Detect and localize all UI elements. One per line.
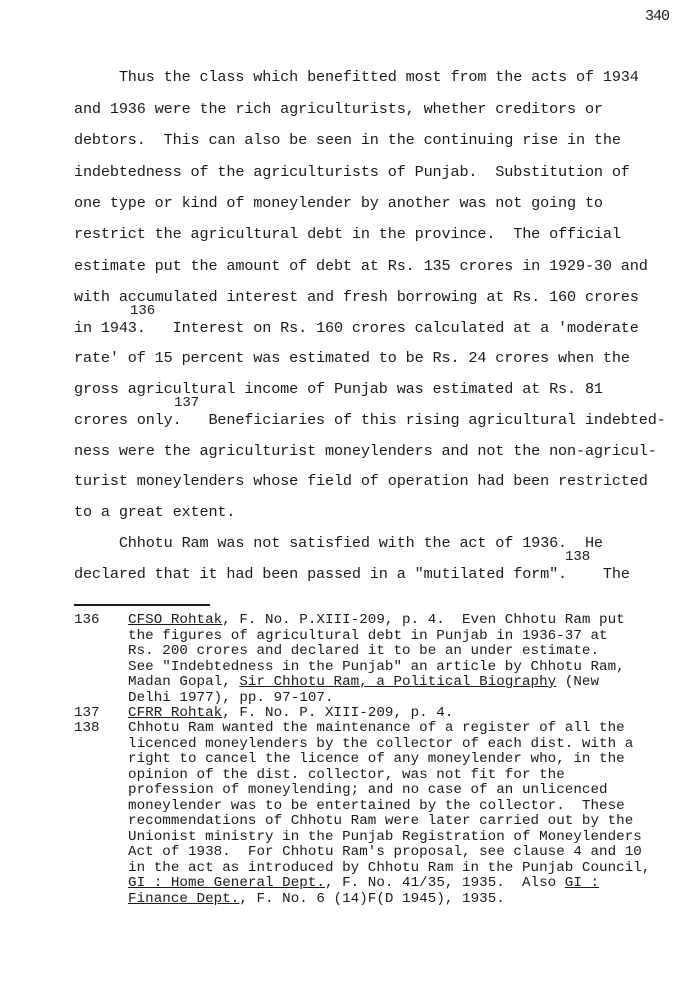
footnote-text: , F. No. 41/35, 1935. Also bbox=[324, 875, 565, 891]
footnote-text: in the act as introduced by Chhotu Ram in the Punjab Council, bbox=[128, 859, 651, 876]
footnote-reference-marker: 137 bbox=[174, 395, 200, 411]
footnote-line bbox=[128, 751, 625, 767]
page-number: 340 bbox=[645, 8, 670, 25]
footnote-line bbox=[128, 643, 599, 659]
footnote-text: Chhotu Ram wanted the maintenance of a register of all the bbox=[128, 720, 625, 736]
footnote-line bbox=[128, 690, 334, 706]
footnote-text: , F. No. P. XIII-209, p. 4. bbox=[222, 705, 454, 721]
body-line: in 1943. Interest on Rs. 160 crores calculated at a 'moderate bbox=[74, 319, 639, 337]
body-line: one type or kind of moneylender by another was not going to bbox=[74, 194, 603, 212]
footnote-text: profession of moneylending; and no case of an unlicenced bbox=[128, 782, 608, 798]
body-line: debtors. This can also be seen in the continuing rise in the bbox=[74, 131, 621, 149]
footnote-line bbox=[128, 829, 642, 845]
body-line: Chhotu Ram was not satisfied with the act of 1936. He bbox=[74, 534, 603, 552]
footnote-line bbox=[128, 674, 599, 690]
footnote-line bbox=[128, 736, 633, 752]
footnote-line bbox=[128, 813, 633, 829]
footnote-text: (New bbox=[556, 674, 600, 690]
footnote-text: , F. No. 6 (14)F(D 1945), 1935. bbox=[239, 890, 505, 907]
footnote-text: licenced moneylenders by the collector of each dist. with a bbox=[128, 735, 634, 752]
footnote-text: the figures of agricultural debt in Punjab in 1936-37 at bbox=[128, 627, 608, 644]
body-line: turist moneylenders whose field of operation had been restricted bbox=[74, 472, 648, 490]
footnote-text: opinion of the dist. collector, was not fit for the bbox=[128, 766, 565, 783]
footnote-line bbox=[128, 782, 608, 798]
footnote-line bbox=[128, 798, 625, 814]
footnote-text: Madan Gopal, bbox=[128, 674, 240, 690]
citation-title: Sir Chhotu Ram, a Political Biography bbox=[239, 674, 557, 690]
citation-title: Finance Dept. bbox=[128, 890, 240, 907]
footnote-reference-marker: 138 bbox=[565, 549, 591, 565]
footnote-number: 136 bbox=[74, 612, 100, 628]
footnote-line bbox=[128, 767, 565, 783]
footnote-line bbox=[128, 860, 650, 876]
body-line: ness were the agriculturist moneylenders and not the non-agricul- bbox=[74, 442, 657, 460]
footnote-line bbox=[128, 628, 608, 644]
footnote-text: , F. No. P.XIII-209, p. 4. Even Chhotu Ram put bbox=[222, 612, 625, 628]
body-line: gross agricultural income of Punjab was estimated at Rs. 81 bbox=[74, 380, 603, 398]
footnote-line bbox=[128, 891, 505, 907]
footnote-text: Delhi 1977), pp. 97-107. bbox=[128, 689, 334, 706]
footnote-separator-rule bbox=[74, 604, 210, 606]
body-line: declared that it had been passed in a "mutilated form". The bbox=[74, 565, 630, 583]
body-line: indebtedness of the agriculturists of Punjab. Substitution of bbox=[74, 163, 630, 181]
footnote-text: See "Indebtedness in the Punjab" an article by Chhotu Ram, bbox=[128, 658, 625, 675]
footnote-line bbox=[128, 612, 625, 628]
body-line: estimate put the amount of debt at Rs. 135 crores in 1929-30 and bbox=[74, 257, 648, 275]
body-line: rate' of 15 percent was estimated to be Rs. 24 crores when the bbox=[74, 349, 630, 367]
citation-title: GI : bbox=[564, 875, 600, 891]
footnote-line bbox=[128, 844, 642, 860]
body-line: with accumulated interest and fresh borrowing at Rs. 160 crores bbox=[74, 288, 639, 306]
citation-title: CFSO Rohtak bbox=[128, 612, 223, 628]
footnote-line bbox=[128, 875, 599, 891]
footnote-reference-marker: 136 bbox=[130, 303, 156, 319]
body-line: Thus the class which benefitted most from the acts of 1934 bbox=[74, 68, 639, 86]
footnote-text: moneylender was to be entertained by the collector. These bbox=[128, 797, 625, 814]
footnote-line bbox=[128, 659, 625, 675]
footnote-text: recommendations of Chhotu Ram were later carried out by the bbox=[128, 813, 634, 829]
body-line: restrict the agricultural debt in the province. The official bbox=[74, 225, 621, 243]
footnote-number: 138 bbox=[74, 720, 100, 736]
footnote-line bbox=[128, 705, 453, 721]
footnote-text: Unionist ministry in the Punjab Registration of Moneylenders bbox=[128, 828, 642, 845]
footnote-line bbox=[128, 720, 625, 736]
body-line: crores only. Beneficiaries of this rising agricultural indebted- bbox=[74, 411, 666, 429]
footnote-text: Rs. 200 crores and declared it to be an under estimate. bbox=[128, 643, 600, 659]
footnote-text: right to cancel the licence of any moneylender who, in the bbox=[128, 751, 625, 767]
body-line: and 1936 were the rich agriculturists, whether creditors or bbox=[74, 100, 603, 118]
footnote-number: 137 bbox=[74, 705, 100, 721]
footnote-text: Act of 1938. For Chhotu Ram's proposal, see clause 4 and 10 bbox=[128, 844, 642, 860]
body-line: to a great extent. bbox=[74, 503, 236, 521]
citation-title: GI : Home General Dept. bbox=[128, 875, 325, 891]
citation-title: CFRR Rohtak bbox=[128, 705, 223, 721]
